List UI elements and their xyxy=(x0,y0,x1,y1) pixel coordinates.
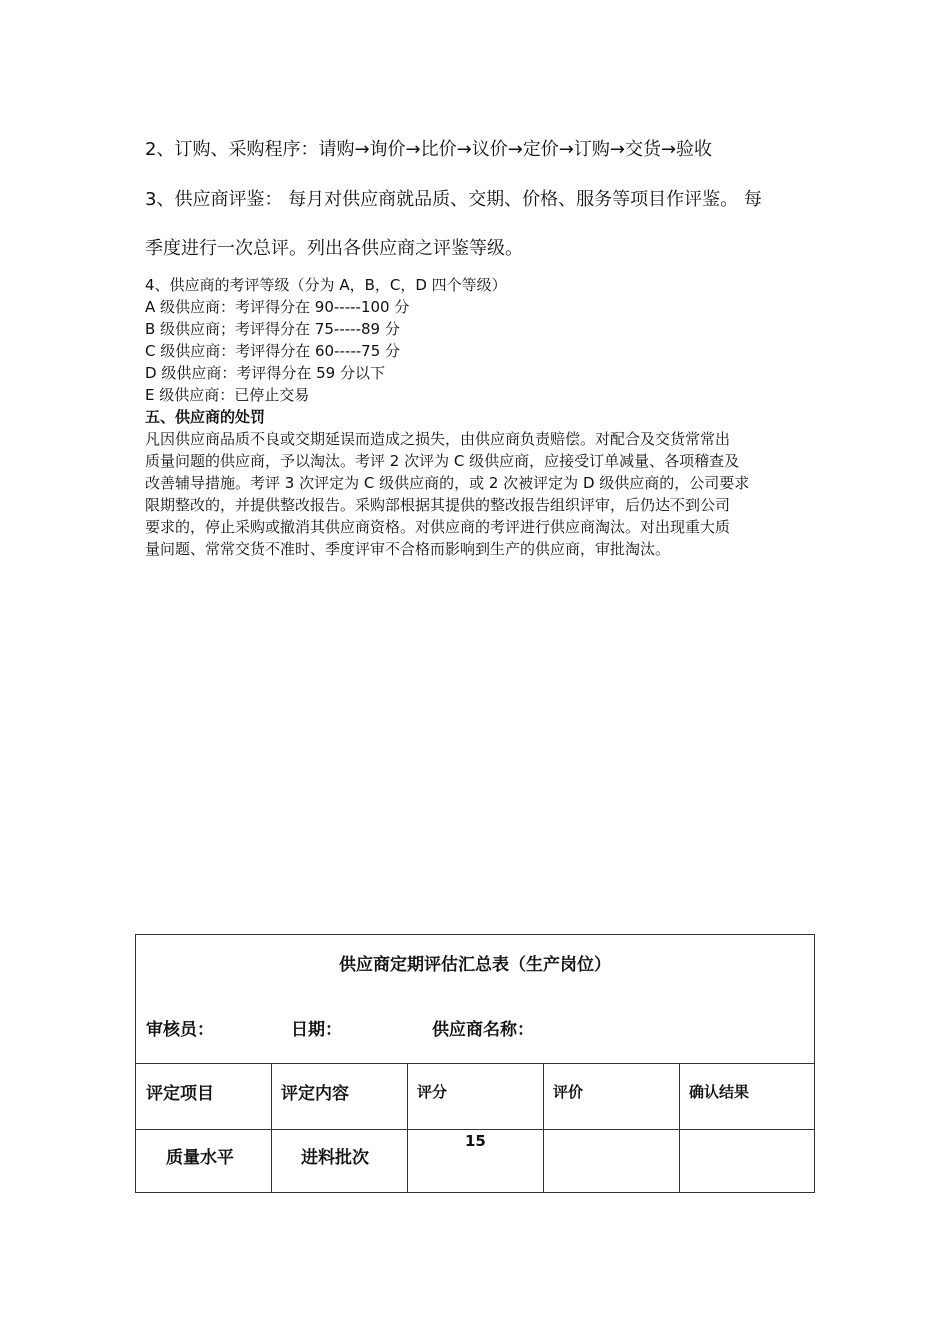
header-result: 确认结果 xyxy=(689,1083,750,1101)
grade-c-line: C 级供应商：考评得分在 60-----75 分 xyxy=(145,342,401,360)
grading-intro: 4、供应商的考评等级（分为 A，B，C，D 四个等级） xyxy=(145,276,507,294)
supplier-evaluation-paragraph-line2: 季度进行一次总评。列出各供应商之评鉴等级。 xyxy=(145,238,523,259)
penalty-line: 要求的，停止采购或撤消其供应商资格。对供应商的考评进行供应商淘汰。对出现重大质 xyxy=(145,518,731,536)
column-divider xyxy=(271,1063,272,1193)
row-score: 15 xyxy=(465,1132,486,1150)
supplier-evaluation-paragraph-line1: 3、供应商评鉴： 每月对供应商就品质、交期、价格、服务等项目作评鉴。 每 xyxy=(145,189,762,210)
procurement-procedure-paragraph: 2、订购、采购程序：请购→询价→比价→议价→定价→订购→交货→验收 xyxy=(145,139,713,160)
header-content: 评定内容 xyxy=(281,1084,349,1104)
header-evaluation: 评价 xyxy=(553,1083,584,1101)
penalty-heading: 五、供应商的处罚 xyxy=(145,408,266,426)
penalty-line: 改善辅导措施。考评 3 次评定为 C 级供应商的，或 2 次被评定为 D 级供应商的，公司要求 xyxy=(145,474,750,492)
supplier-name-label: 供应商名称： xyxy=(432,1020,534,1040)
column-divider xyxy=(407,1063,408,1193)
penalty-line: 限期整改的，并提供整改报告。采购部根据其提供的整改报告组织评审，后仍达不到公司 xyxy=(145,496,731,514)
reviewer-label: 审核员： xyxy=(146,1020,214,1040)
column-divider xyxy=(679,1063,680,1193)
row-item-quality-level: 质量水平 xyxy=(166,1148,234,1168)
header-item: 评定项目 xyxy=(146,1084,214,1104)
penalty-line: 凡因供应商品质不良或交期延误而造成之损失，由供应商负责赔偿。对配合及交货常常出 xyxy=(145,430,731,448)
table-divider xyxy=(136,1129,814,1130)
penalty-line: 量问题、常常交货不准时、季度评审不合格而影响到生产的供应商，审批淘汰。 xyxy=(145,540,671,558)
grade-b-line: B 级供应商；考评得分在 75-----89 分 xyxy=(145,320,400,338)
date-label: 日期： xyxy=(291,1020,342,1040)
row-content-incoming-batches: 进料批次 xyxy=(301,1148,369,1168)
header-score: 评分 xyxy=(417,1083,448,1101)
column-divider xyxy=(543,1063,544,1193)
grade-e-line: E 级供应商：已停止交易 xyxy=(145,386,310,404)
evaluation-summary-table xyxy=(135,934,815,1193)
grade-d-line: D 级供应商：考评得分在 59 分以下 xyxy=(145,364,385,382)
grade-a-line: A 级供应商：考评得分在 90-----100 分 xyxy=(145,298,410,316)
table-title: 供应商定期评估汇总表（生产岗位） xyxy=(339,955,611,975)
grading-section xyxy=(145,274,810,560)
penalty-line: 质量问题的供应商，予以淘汰。考评 2 次评为 C 级供应商，应接受订单减量、各项稽查及 xyxy=(145,452,740,470)
table-divider xyxy=(136,1063,814,1064)
